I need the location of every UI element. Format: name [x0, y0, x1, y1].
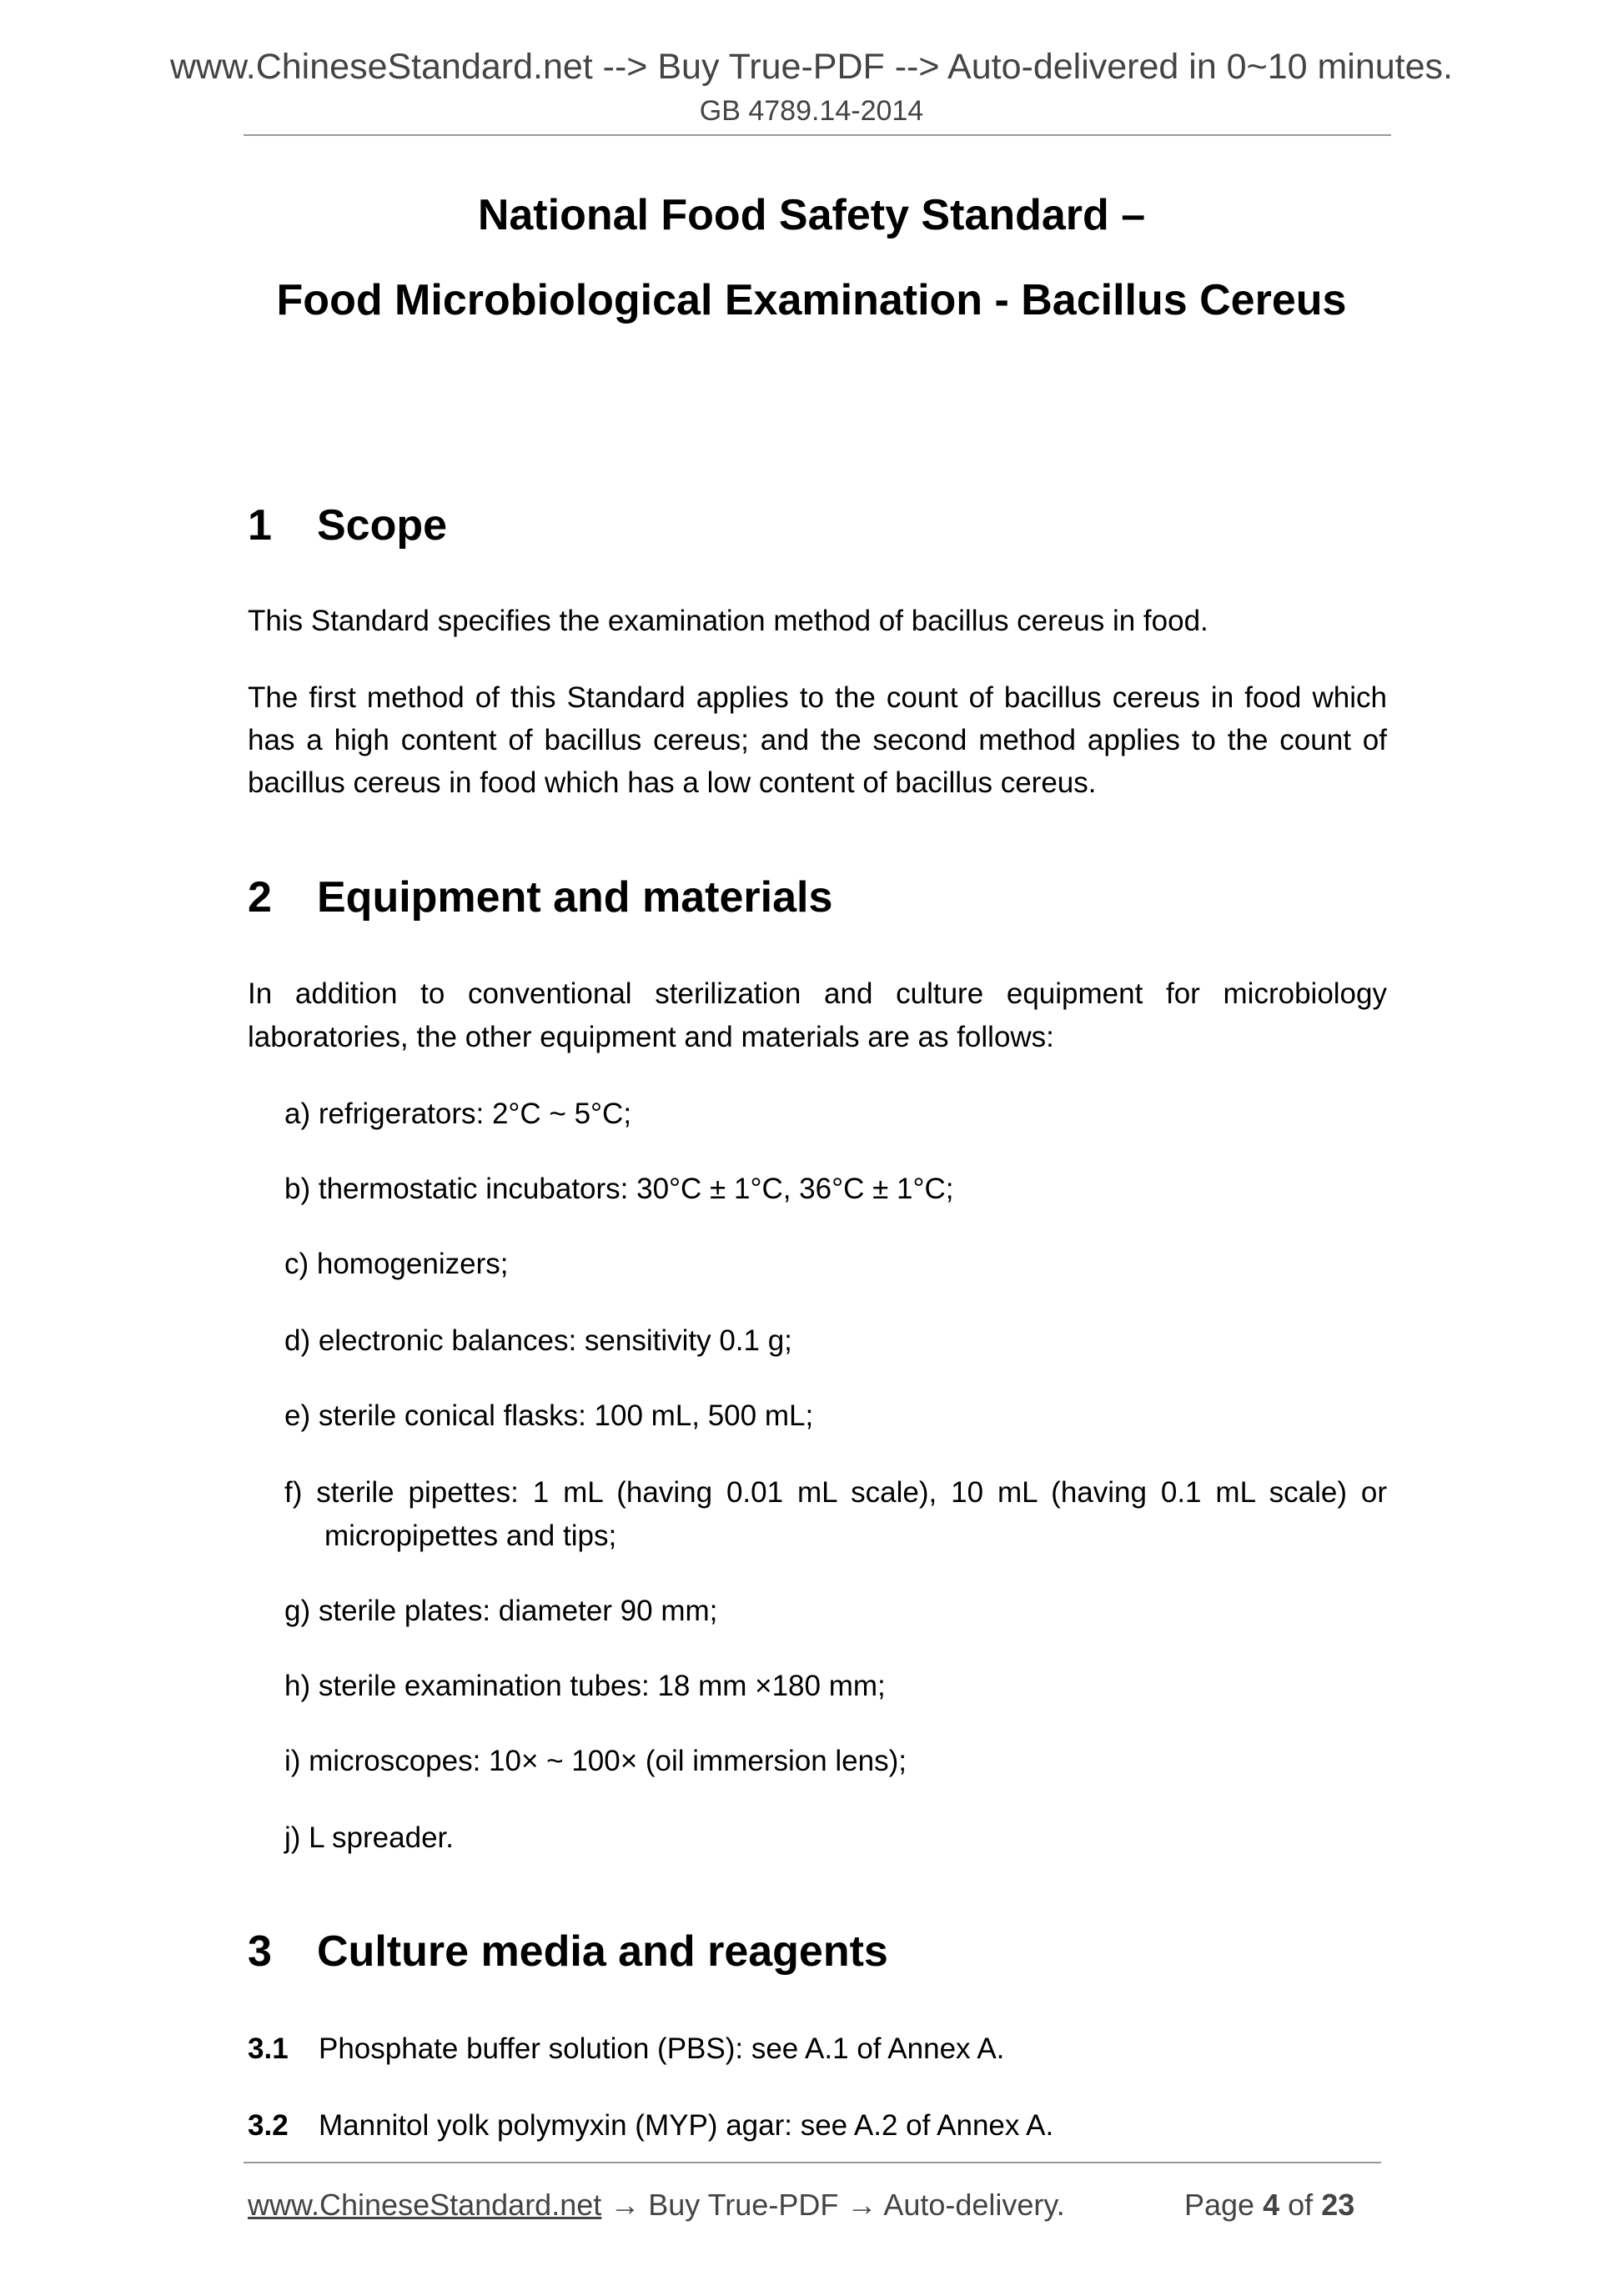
paragraph: In addition to conventional sterilization and culture equipment for microbiology laboratories, the other equipment and materials are as follows:	[248, 977, 1387, 1053]
subsection-number: 3.2	[248, 2109, 289, 2142]
subsection	[248, 2027, 1004, 2071]
list-item: a) refrigerators: 2°C ~ 5°C;	[284, 1098, 632, 1130]
subsection-text: Mannitol yolk polymyxin (MYP) agar: see A.2 of Annex A.	[319, 2109, 1054, 2142]
section-number: 1	[248, 501, 272, 550]
footer-text: → Buy True-PDF → Auto-delivery.	[601, 2188, 1065, 2222]
section-heading-scope	[248, 500, 447, 550]
list-item-continuation: micropipettes and tips;	[324, 1520, 617, 1552]
section-title: Culture media and reagents	[317, 1927, 888, 1976]
section-title: Scope	[317, 501, 448, 550]
section-title: Equipment and materials	[317, 873, 833, 922]
standard-code: GB 4789.14-2014	[699, 95, 924, 127]
footer-divider	[244, 2162, 1381, 2163]
list-item: g) sterile plates: diameter 90 mm;	[284, 1595, 718, 1627]
title-line-2: Food Microbiological Examination - Bacillus Cereus	[276, 276, 1347, 324]
section-heading-culture-media	[248, 1927, 888, 1977]
page-total: 23	[1321, 2188, 1355, 2222]
list-item: c) homogenizers;	[284, 1248, 509, 1280]
list-item: e) sterile conical flasks: 100 mL, 500 mL;	[284, 1399, 814, 1432]
paragraph: This Standard specifies the examination method of bacillus cereus in food.	[248, 605, 1208, 637]
list-item: d) electronic balances: sensitivity 0.1 g;	[284, 1324, 792, 1357]
list-item: i) microscopes: 10× ~ 100× (oil immersion lens);	[284, 1745, 907, 1777]
title-line-1: National Food Safety Standard –	[477, 191, 1146, 239]
list-item: h) sterile examination tubes: 18 mm ×180 mm;	[284, 1670, 886, 1702]
page-label: Page	[1184, 2188, 1255, 2222]
paragraph: The first method of this Standard applies to the count of bacillus cereus in food which has a high content of bacillus cereus; and the second method applies to the count of bacillus cereus in food which has a low content of bacillus cereus.	[248, 681, 1387, 799]
page-indicator	[1184, 2183, 1354, 2227]
of-label: of	[1288, 2188, 1314, 2222]
list-item: f) sterile pipettes: 1 mL (having 0.01 mL scale), 10 mL (having 0.1 mL scale) or	[284, 1476, 1387, 1509]
section-heading-equipment	[248, 872, 832, 922]
header-divider	[244, 134, 1391, 136]
section-number: 3	[248, 1927, 272, 1976]
list-item: b) thermostatic incubators: 30°C ± 1°C, 36°C ± 1°C;	[284, 1173, 954, 1205]
list-item: j) L spreader.	[284, 1821, 454, 1854]
subsection	[248, 2104, 1053, 2148]
page-number: 4	[1263, 2188, 1280, 2222]
footer-left	[248, 2183, 1065, 2227]
section-number: 2	[248, 873, 272, 922]
subsection-number: 3.1	[248, 2032, 289, 2065]
subsection-text: Phosphate buffer solution (PBS): see A.1 of Annex A.	[319, 2032, 1005, 2065]
footer-link[interactable]: www.ChineseStandard.net	[248, 2188, 602, 2222]
header-banner: www.ChineseStandard.net --> Buy True-PDF --> Auto-delivered in 0~10 minutes.	[169, 47, 1453, 87]
